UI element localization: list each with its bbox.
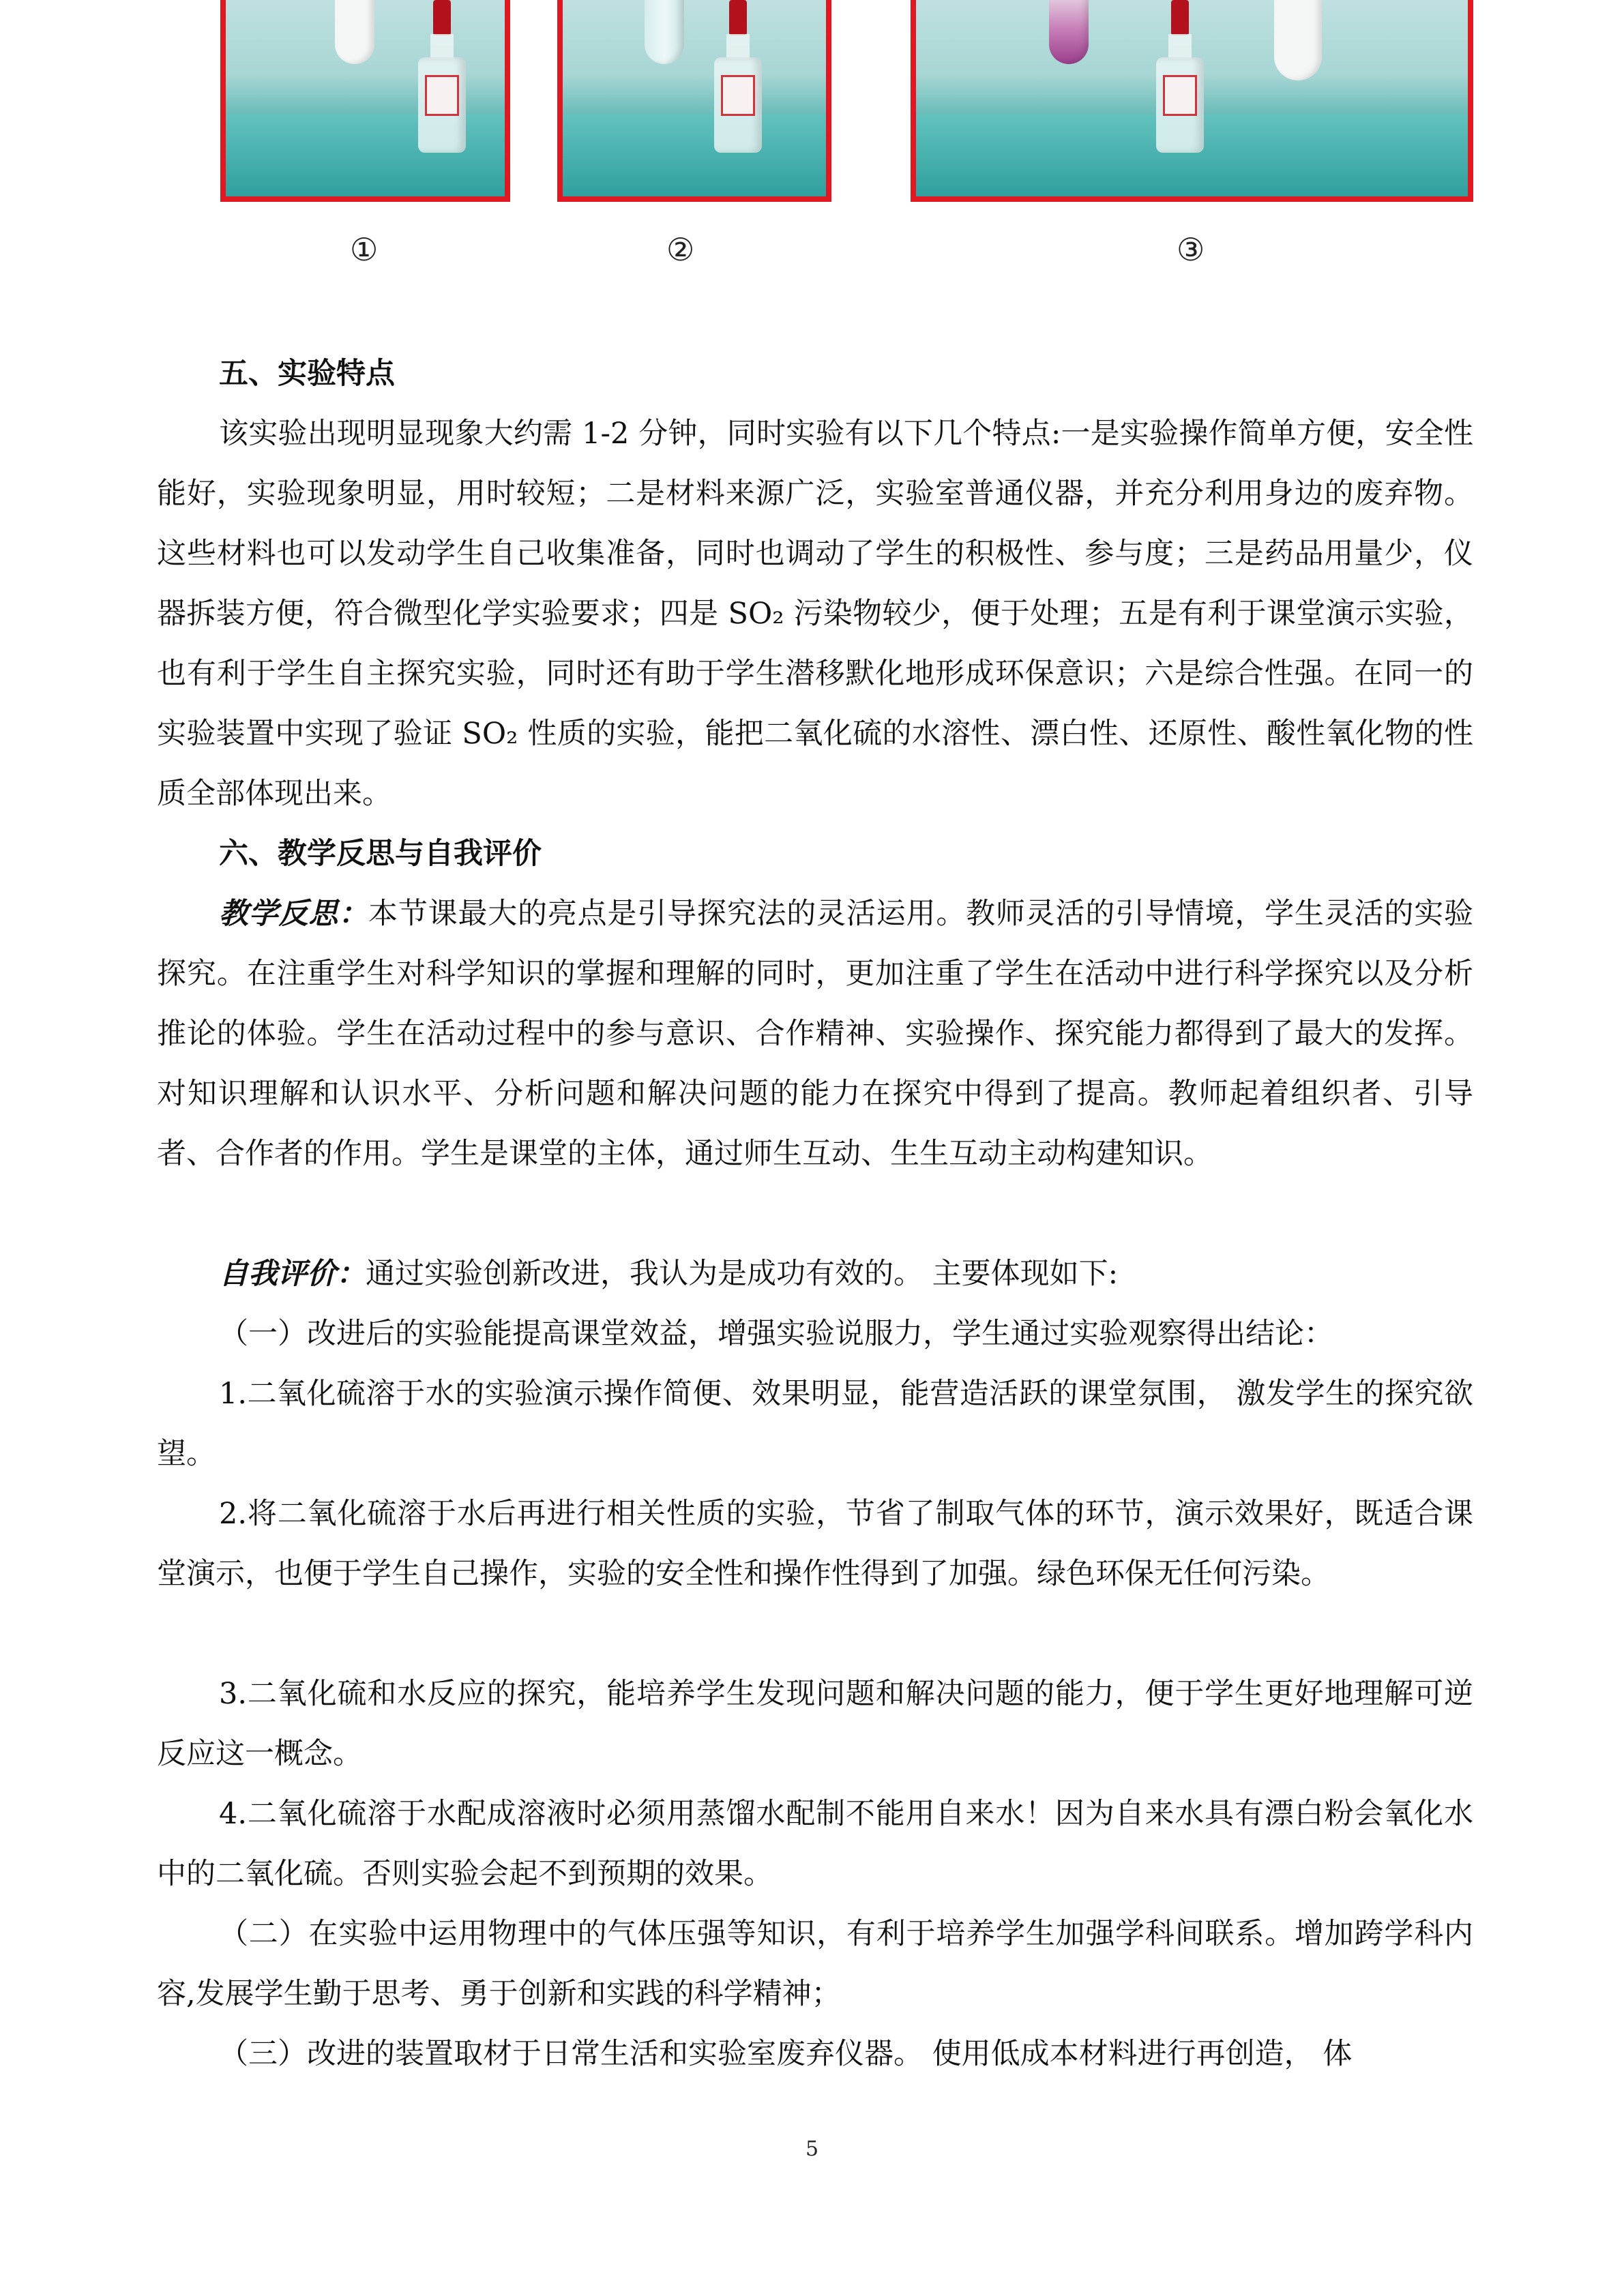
photo-caption-2: ② xyxy=(666,231,695,268)
test-tube-pink-solution xyxy=(1049,0,1089,64)
self-evaluation-paragraph xyxy=(157,1244,1473,1304)
point-3: （三）改进的装置取材于日常生活和实验室废弃仪器。 使用低成本材料进行再创造， 体 xyxy=(219,2037,1353,2071)
photo-caption-3: ③ xyxy=(1177,231,1205,268)
test-tube xyxy=(1274,0,1322,80)
list-item-2: 2.将二氧化硫溶于水后再进行相关性质的实验，节省了制取气体的环节，演示效果好，既适合课堂演示，也便于学生自己操作，实验的安全性和操作性得到了加强。绿色环保无任何污染。 xyxy=(157,1497,1473,1591)
reagent-bottle xyxy=(418,0,466,153)
test-tube xyxy=(645,0,684,64)
list-item-3: 3.二氧化硫和水反应的探究，能培养学生发现问题和解决问题的能力，便于学生更好地理解可逆反应这一概念。 xyxy=(157,1677,1473,1771)
experiment-photo-2 xyxy=(557,0,831,202)
point-2: （二）在实验中运用物理中的气体压强等知识，有利于培养学生加强学科间联系。增加跨学科内容,发展学生勤于思考、勇于创新和实践的科学精神； xyxy=(157,1917,1473,2011)
list-item-1: 1.二氧化硫溶于水的实验演示操作简便、效果明显，能营造活跃的课堂氛围， 激发学生的探究欲望。 xyxy=(157,1377,1473,1471)
reagent-bottle xyxy=(714,0,762,153)
self-evaluation-label: 自我评价： xyxy=(219,1257,366,1291)
photo-caption-1: ① xyxy=(350,231,379,268)
section-heading-experiment-features: 五、实验特点 xyxy=(219,357,395,391)
teaching-reflection-text: 本节课最大的亮点是引导探究法的灵活运用。教师灵活的引导情境，学生灵活的实验探究。在注重学生对科学知识的掌握和理解的同时，更加注重了学生在活动中进行科学探究以及分析推论的体验。学生在活动过程中的参与意识、合作精神、实验操作、探究能力都得到了最大的发挥。对知识理解和认识水平、分析问题和解决问题的能力在探究中得到了提高。教师起着组织者、引导者、合作者的作用。学生是课堂的主体，通过师生互动、生生互动主动构建知识。 xyxy=(157,897,1474,1171)
page-number: 5 xyxy=(805,2137,819,2161)
experiment-features-paragraph: 该实验出现明显现象大约需 1-2 分钟，同时实验有以下几个特点:一是实验操作简单方便，安全性能好，实验现象明显，用时较短；二是材料来源广泛，实验室普通仪器，并充分利用身边的废弃物。这些材料也可以发动学生自己收集准备，同时也调动了学生的积极性、参与度；三是药品用量少，仪器拆装方便，符合微型化学实验要求；四是 SO₂ 污染物较少，便于处理；五是有利于课堂演示实验， 也有利于学生自主探究实验，同时还有助于学生潜移默化地形成环保意识；六是综合性强。在同一的实验装置中实现了验证 SO₂ 性质的实验，能把二氧化硫的水溶性、漂白性、还原性、酸性氧化物的性质全部体现出来。 xyxy=(157,417,1473,811)
teaching-reflection-paragraph xyxy=(157,884,1473,1184)
point-1: （一）改进后的实验能提高课堂效益，增强实验说服力，学生通过实验观察得出结论： xyxy=(219,1317,1333,1351)
lab-bench xyxy=(563,115,826,196)
test-tube xyxy=(335,0,374,64)
experiment-photo-1 xyxy=(220,0,510,202)
section-heading-reflection: 六、教学反思与自我评价 xyxy=(219,837,542,871)
self-evaluation-text: 通过实验创新改进，我认为是成功有效的。 主要体现如下: xyxy=(366,1257,1119,1291)
experiment-photo-3 xyxy=(911,0,1473,202)
list-item-4: 4.二氧化硫溶于水配成溶液时必须用蒸馏水配制不能用自来水！因为自来水具有漂白粉会氧化水中的二氧化硫。否则实验会起不到预期的效果。 xyxy=(157,1797,1473,1891)
reagent-bottle xyxy=(1156,0,1204,153)
teaching-reflection-label: 教学反思： xyxy=(219,897,369,931)
